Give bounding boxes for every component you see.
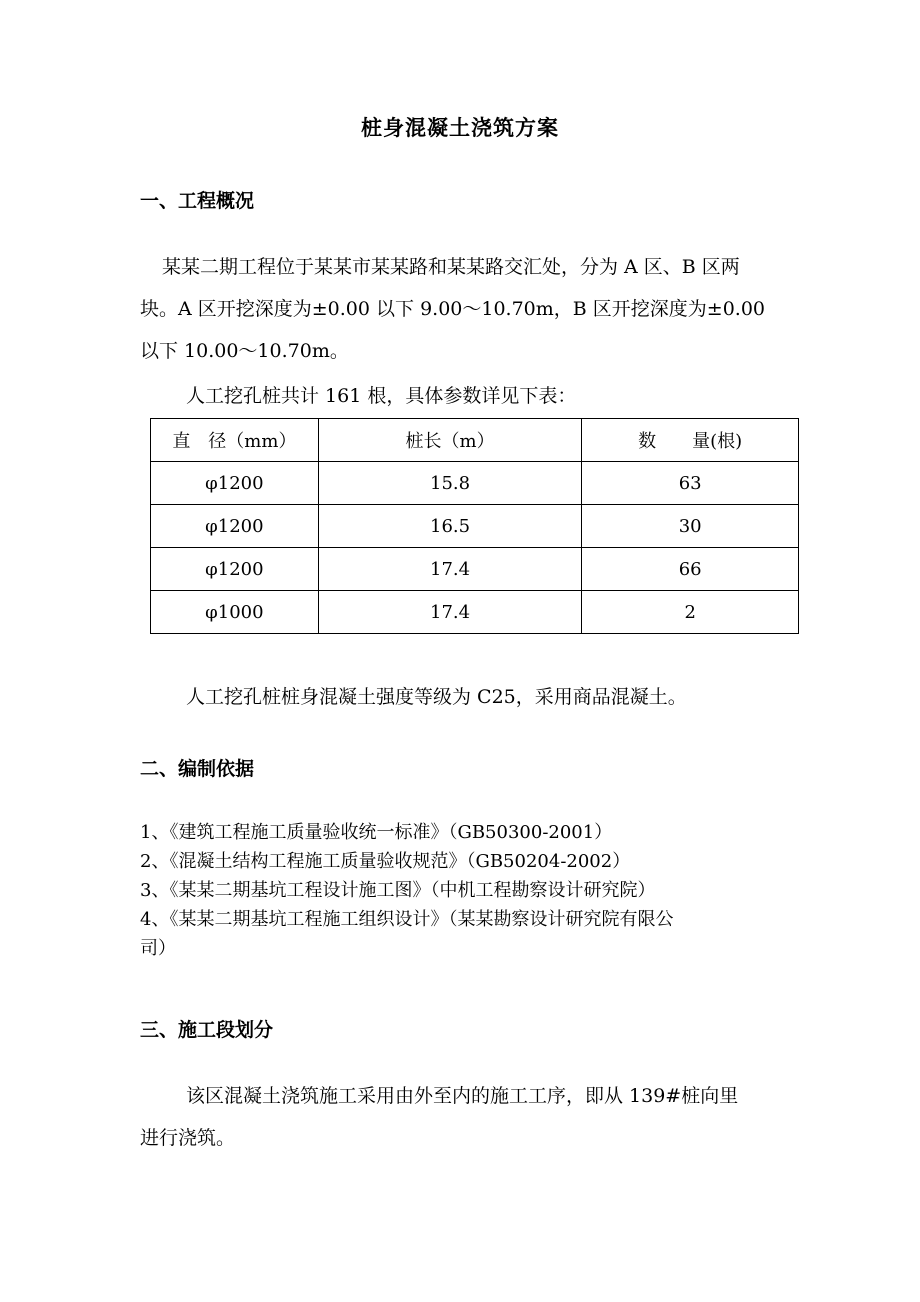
- table-cell: 2: [582, 591, 799, 634]
- section-heading-overview: 一、工程概况: [140, 190, 255, 212]
- table-cell: φ1000: [151, 591, 319, 634]
- paragraph-line: 该区混凝土浇筑施工采用由外至内的施工工序，即从 139#桩向里: [186, 1085, 739, 1107]
- table-row: [151, 548, 799, 591]
- table-header-row: [151, 419, 799, 462]
- paragraph-line: 以下 10.00～10.70m。: [140, 340, 349, 362]
- pile-parameter-table: [150, 418, 799, 634]
- paragraph-line: 块。A 区开挖深度为±0.00 以下 9.00～10.70m，B 区开挖深度为±0.00: [140, 298, 766, 320]
- table-cell: 66: [582, 548, 799, 591]
- pile-count-paragraph: [186, 375, 856, 417]
- list-item: 司）: [140, 938, 176, 959]
- paragraph-line: 进行浇筑。: [140, 1127, 236, 1149]
- table-cell: 30: [582, 505, 799, 548]
- list-item: 3、《某某二期基坑工程设计施工图》（中机工程勘察设计研究院）: [140, 880, 656, 901]
- overview-paragraph: [140, 246, 810, 372]
- document-title: 桩身混凝土浇筑方案: [361, 116, 559, 140]
- table-cell: 17.4: [318, 548, 582, 591]
- table-row: [151, 505, 799, 548]
- construction-stage-paragraph: [140, 1075, 810, 1159]
- list-item: 4、《某某二期基坑工程施工组织设计》（某某勘察设计研究院有限公: [140, 909, 674, 930]
- paragraph-line: 人工挖孔桩桩身混凝土强度等级为 C25，采用商品混凝土。: [186, 686, 687, 708]
- table-row: [151, 462, 799, 505]
- list-item: 2、《混凝土结构工程施工质量验收规范》（GB50204-2002）: [140, 851, 631, 872]
- section-heading-basis: 二、编制依据: [140, 758, 255, 780]
- table-cell: 17.4: [318, 591, 582, 634]
- table-cell: φ1200: [151, 548, 319, 591]
- concrete-grade-paragraph: [186, 676, 856, 718]
- table-header-cell: 数 量(根): [582, 419, 799, 462]
- reference-list: [140, 818, 810, 963]
- section-heading-construction-stages: 三、施工段划分: [140, 1019, 274, 1041]
- table-cell: φ1200: [151, 505, 319, 548]
- table-cell: φ1200: [151, 462, 319, 505]
- list-item: 1、《建筑工程施工质量验收统一标准》（GB50300-2001）: [140, 822, 613, 843]
- table-cell: 15.8: [318, 462, 582, 505]
- table-cell: 63: [582, 462, 799, 505]
- table-header-cell: 直 径（mm）: [151, 419, 319, 462]
- table-row: [151, 591, 799, 634]
- table-header-cell: 桩长（m）: [318, 419, 582, 462]
- table-cell: 16.5: [318, 505, 582, 548]
- paragraph-line: 某某二期工程位于某某市某某路和某某路交汇处，分为 A 区、B 区两: [162, 256, 740, 278]
- paragraph-line: 人工挖孔桩共计 161 根，具体参数详见下表：: [186, 385, 577, 407]
